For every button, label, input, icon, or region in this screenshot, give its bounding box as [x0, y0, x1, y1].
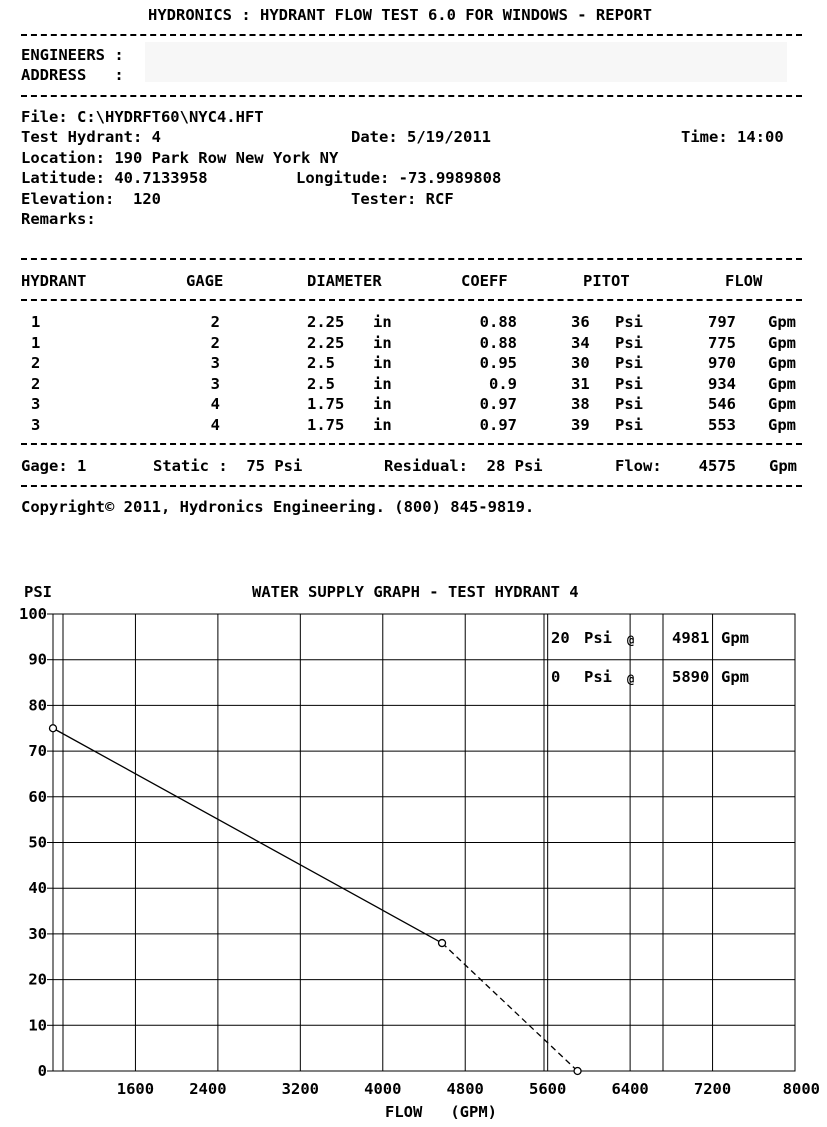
- cell-coeff: 0.97: [479, 395, 517, 413]
- summary-residual: Residual: 28 Psi: [384, 457, 543, 475]
- y-tick-label: 60: [28, 787, 47, 806]
- col-header-hydrant: HYDRANT: [21, 272, 87, 290]
- file-path: File: C:\HYDRFT60\NYC4.HFT: [21, 108, 264, 126]
- x-tick-label: 7200: [693, 1080, 732, 1098]
- cell-pitot-unit: Psi: [615, 395, 643, 413]
- data-point: [50, 725, 57, 732]
- cell-pitot-unit: Psi: [615, 374, 643, 393]
- cell-diameter: 2.5: [307, 354, 335, 372]
- col-header-pitot: PITOT: [583, 272, 630, 290]
- cell-pitot-unit: Psi: [615, 333, 643, 352]
- col-header-gage: GAGE: [186, 272, 224, 290]
- y-tick-label: 20: [28, 970, 47, 989]
- engineers-label: ENGINEERS :: [21, 46, 124, 64]
- summary-flow-unit: Gpm: [769, 457, 797, 475]
- cell-flow-unit: Gpm: [768, 354, 796, 372]
- cell-pitot: 34: [571, 333, 590, 352]
- cell-flow: 970: [708, 354, 736, 372]
- annotation-psi-2: 0: [551, 668, 561, 686]
- y-tick-label: 90: [28, 650, 47, 669]
- divider: [21, 485, 802, 487]
- summary-static: Static : 75 Psi: [153, 457, 303, 475]
- data-point: [574, 1068, 581, 1075]
- divider: [21, 443, 802, 445]
- col-header-flow: FLOW: [725, 272, 763, 290]
- col-header-diameter: DIAMETER: [307, 272, 382, 290]
- series-line: [53, 728, 442, 943]
- annotation-flow-1: 4981: [672, 629, 710, 647]
- cell-pitot-unit: Psi: [615, 354, 643, 372]
- cell-diameter-unit: in: [373, 415, 392, 434]
- cell-flow: 934: [708, 374, 736, 393]
- cell-diameter-unit: in: [373, 354, 392, 372]
- cell-diameter: 1.75: [307, 395, 345, 413]
- divider: [21, 299, 802, 301]
- cell-gage: 2: [210, 333, 220, 352]
- summary-flow-value: 4575: [698, 457, 736, 475]
- cell-flow: 797: [708, 313, 736, 331]
- report-title: HYDRONICS : HYDRANT FLOW TEST 6.0 FOR WINDOWS - REPORT: [148, 6, 652, 24]
- cell-flow-unit: Gpm: [768, 374, 796, 393]
- y-tick-label: 100: [19, 605, 47, 623]
- latitude: Latitude: 40.7133958: [21, 169, 208, 187]
- annotation-psi-1: 20: [551, 629, 570, 647]
- y-tick-label: 30: [28, 924, 47, 943]
- cell-gage: 4: [210, 415, 220, 434]
- x-tick-label: 4000: [364, 1080, 402, 1098]
- summary-gage: Gage: 1: [21, 457, 87, 475]
- cell-diameter: 1.75: [307, 415, 345, 434]
- cell-hydrant: 2: [31, 354, 41, 372]
- cell-coeff: 0.97: [479, 415, 517, 434]
- divider: [21, 34, 802, 36]
- cell-diameter-unit: in: [373, 313, 392, 331]
- cell-coeff: 0.88: [479, 333, 517, 352]
- cell-diameter: 2.5: [307, 374, 335, 393]
- remarks: Remarks:: [21, 210, 96, 228]
- annotation-flow-unit-1: Gpm: [721, 629, 749, 647]
- cell-pitot: 31: [571, 374, 590, 393]
- cell-hydrant: 3: [31, 415, 41, 434]
- cell-gage: 2: [210, 313, 220, 331]
- cell-flow-unit: Gpm: [768, 313, 796, 331]
- test-time: Time: 14:00: [681, 128, 784, 146]
- redacted-engineer-address: [145, 42, 787, 82]
- x-tick-label: 8000: [782, 1080, 820, 1098]
- annotation-flow-2: 5890: [672, 668, 710, 686]
- x-tick-label: 2400: [189, 1080, 227, 1098]
- cell-diameter: 2.25: [307, 333, 345, 352]
- cell-pitot: 36: [571, 313, 590, 331]
- cell-diameter: 2.25: [307, 313, 345, 331]
- divider: [21, 95, 802, 97]
- chart-xlabel: FLOW (GPM): [385, 1103, 497, 1121]
- divider: [21, 258, 802, 260]
- x-tick-label: 4800: [446, 1080, 484, 1098]
- cell-diameter-unit: in: [373, 333, 392, 352]
- x-tick-label: 3200: [281, 1080, 319, 1098]
- x-tick-label: 5600: [529, 1080, 567, 1098]
- summary-flow-label: Flow:: [615, 457, 662, 475]
- cell-flow: 546: [708, 395, 736, 413]
- y-tick-label: 40: [28, 879, 47, 898]
- cell-gage: 3: [210, 354, 220, 372]
- cell-hydrant: 1: [31, 333, 41, 352]
- series-line: [442, 943, 578, 1071]
- y-tick-label: 70: [28, 742, 47, 761]
- cell-gage: 4: [210, 395, 220, 413]
- cell-coeff: 0.88: [479, 313, 517, 331]
- y-tick-label: 10: [28, 1016, 47, 1035]
- y-tick-label: 0: [37, 1062, 47, 1080]
- y-tick-label: 80: [28, 696, 47, 715]
- cell-diameter-unit: in: [373, 374, 392, 393]
- annotation-flow-unit-2: Gpm: [721, 668, 749, 686]
- cell-pitot-unit: Psi: [615, 415, 643, 434]
- location: Location: 190 Park Row New York NY: [21, 149, 339, 167]
- cell-diameter-unit: in: [373, 395, 392, 413]
- annotation-at-2: @: [627, 672, 635, 686]
- annotation-unit-1: Psi: [584, 629, 612, 647]
- y-tick-label: 50: [28, 833, 47, 852]
- cell-coeff: 0.9: [489, 374, 517, 393]
- cell-hydrant: 2: [31, 374, 41, 393]
- cell-flow-unit: Gpm: [768, 333, 796, 352]
- x-tick-label: 6400: [611, 1080, 649, 1098]
- annotation-at-1: @: [627, 633, 635, 647]
- data-point: [439, 940, 446, 947]
- copyright: Copyright© 2011, Hydronics Engineering. (800) 845-9819.: [21, 498, 535, 516]
- cell-pitot-unit: Psi: [615, 313, 643, 331]
- cell-flow: 775: [708, 333, 736, 352]
- cell-pitot: 30: [571, 354, 590, 372]
- annotation-unit-2: Psi: [584, 668, 612, 686]
- test-date: Date: 5/19/2011: [351, 128, 491, 146]
- tester: Tester: RCF: [351, 190, 454, 208]
- test-hydrant: Test Hydrant: 4: [21, 128, 161, 146]
- cell-hydrant: 1: [31, 313, 41, 331]
- elevation: Elevation: 120: [21, 190, 161, 208]
- cell-flow-unit: Gpm: [768, 395, 796, 413]
- cell-gage: 3: [210, 374, 220, 393]
- address-label: ADDRESS :: [21, 66, 124, 84]
- longitude: Longitude: -73.9989808: [296, 169, 502, 187]
- cell-flow: 553: [708, 415, 736, 434]
- cell-pitot: 38: [571, 395, 590, 413]
- chart-ylabel: PSI: [24, 583, 52, 601]
- cell-coeff: 0.95: [479, 354, 517, 372]
- x-tick-label: 1600: [116, 1080, 155, 1098]
- chart-title: WATER SUPPLY GRAPH - TEST HYDRANT 4: [252, 583, 579, 601]
- cell-pitot: 39: [571, 415, 590, 434]
- cell-flow-unit: Gpm: [768, 415, 796, 434]
- cell-hydrant: 3: [31, 395, 41, 413]
- col-header-coeff: COEFF: [461, 272, 508, 290]
